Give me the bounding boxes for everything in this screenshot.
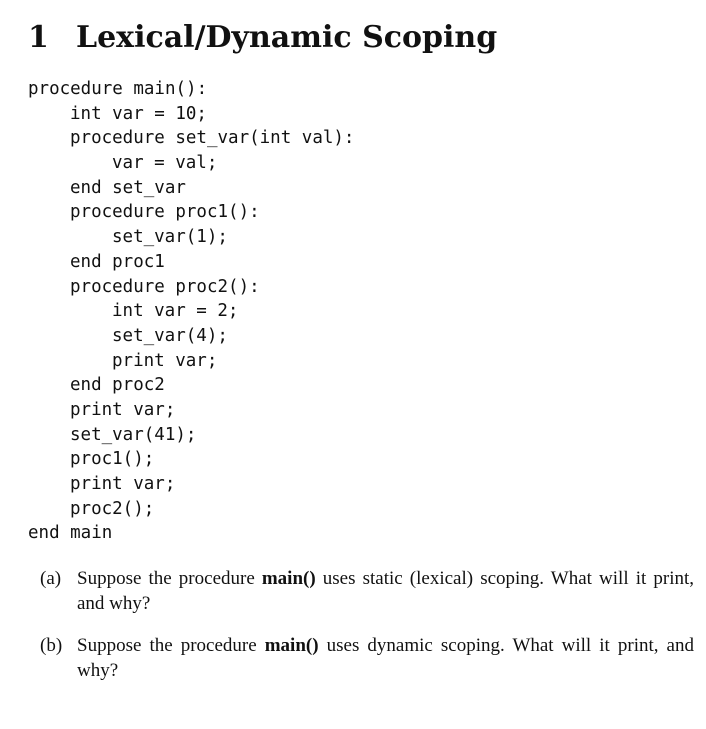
question-text bbox=[77, 566, 694, 616]
question-item bbox=[40, 633, 694, 683]
code-line: proc1(); bbox=[70, 449, 155, 470]
code-line: set_var(4); bbox=[112, 325, 228, 346]
question-emphasis: main() bbox=[264, 635, 319, 656]
question-text bbox=[77, 633, 694, 683]
question-emphasis: main() bbox=[261, 568, 316, 589]
code-line: var = val; bbox=[112, 153, 218, 174]
section-heading bbox=[28, 20, 497, 56]
code-line: proc2(); bbox=[70, 498, 155, 519]
code-line: end set_var bbox=[70, 177, 186, 198]
section-number: 1 bbox=[28, 20, 49, 55]
code-line: procedure proc1(): bbox=[70, 202, 260, 223]
code-line: end proc2 bbox=[70, 375, 165, 396]
code-line: print var; bbox=[70, 399, 176, 420]
question-marker: (b) bbox=[40, 635, 63, 656]
question-text-prefix: Suppose the procedure bbox=[77, 568, 262, 589]
code-line: set_var(1); bbox=[112, 227, 228, 248]
section-title: Lexical/Dynamic Scoping bbox=[76, 20, 498, 55]
code-line: print var; bbox=[70, 474, 176, 494]
question-text-prefix: Suppose the procedure bbox=[77, 635, 265, 656]
code-line: procedure main(): bbox=[28, 79, 208, 99]
question-text-suffix: uses dynamic scoping. What will it print, and why? bbox=[77, 635, 694, 681]
code-line: procedure proc2(): bbox=[70, 276, 260, 297]
code-line: print var; bbox=[112, 350, 218, 371]
code-block bbox=[28, 77, 688, 546]
code-line: int var = 10; bbox=[70, 103, 207, 124]
question-text-suffix: uses static (lexical) scoping. What will it print, and why? bbox=[77, 568, 694, 614]
question-item bbox=[40, 566, 694, 616]
code-line: int var = 2; bbox=[112, 301, 239, 322]
code-line: end proc1 bbox=[70, 251, 165, 272]
question-list bbox=[40, 566, 694, 700]
code-line: end main bbox=[28, 523, 113, 544]
code-line: set_var(41); bbox=[70, 424, 197, 445]
question-marker: (a) bbox=[40, 568, 62, 589]
code-line: procedure set_var(int val): bbox=[70, 128, 355, 149]
